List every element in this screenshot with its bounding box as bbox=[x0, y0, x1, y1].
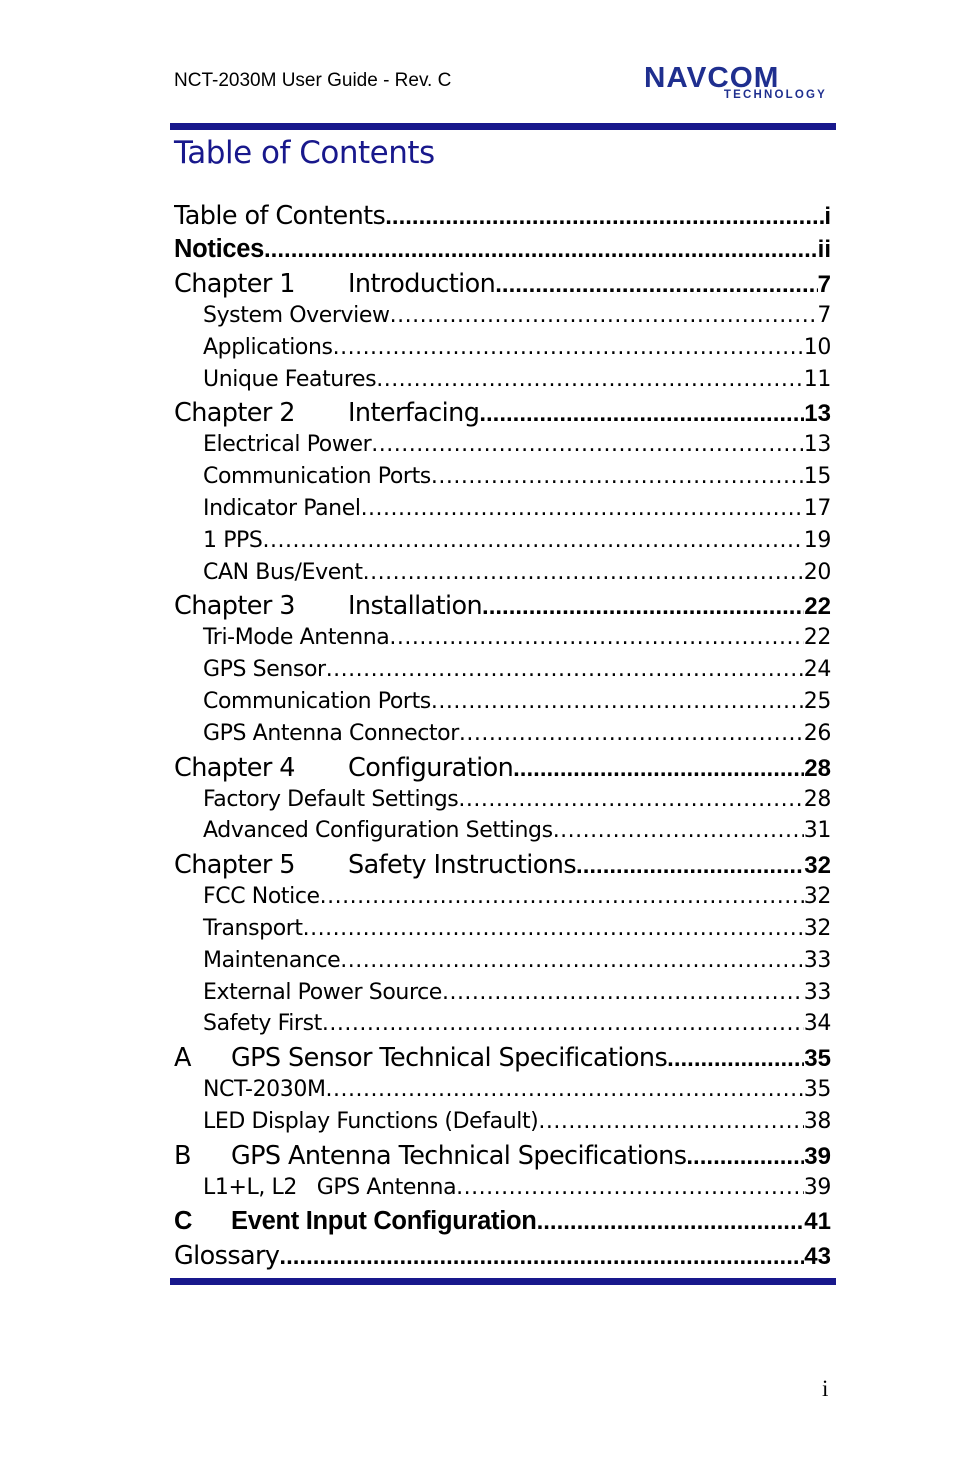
toc-entry-label bbox=[174, 1207, 537, 1236]
logo-subtitle: TECHNOLOGY bbox=[723, 89, 827, 101]
toc-section-entry[interactable] bbox=[174, 528, 831, 560]
toc-section-entry[interactable] bbox=[174, 787, 831, 819]
toc-entry-title: Advanced Configuration Settings bbox=[203, 818, 553, 844]
dot-leader bbox=[363, 560, 804, 585]
toc-entry-title: Communication Ports bbox=[203, 688, 431, 714]
logo-wordmark: NAVCOM bbox=[644, 62, 780, 94]
toc-section-entry[interactable] bbox=[174, 560, 831, 592]
toc-page-number: 32 bbox=[803, 884, 831, 910]
toc-page-number: 35 bbox=[803, 1077, 831, 1103]
dot-leader bbox=[458, 787, 803, 812]
toc-entry-label bbox=[203, 1109, 538, 1134]
dot-leader bbox=[576, 852, 804, 880]
dot-leader bbox=[333, 335, 804, 360]
toc-page-number: i bbox=[824, 203, 831, 230]
toc-entry-title: Unique Features bbox=[203, 366, 377, 392]
dot-leader bbox=[686, 1143, 804, 1171]
toc-section-entry[interactable] bbox=[174, 303, 831, 335]
toc-section-entry[interactable] bbox=[174, 657, 831, 689]
page-title: Table of Contents bbox=[174, 135, 435, 171]
dot-leader bbox=[553, 818, 804, 843]
dot-leader bbox=[456, 1175, 804, 1200]
toc-section-entry[interactable] bbox=[174, 721, 831, 753]
toc-entry-title: Installation bbox=[348, 591, 483, 622]
toc-chapter-entry[interactable] bbox=[174, 235, 831, 269]
toc-entry-label bbox=[174, 753, 513, 783]
dot-leader bbox=[361, 496, 804, 521]
toc-section-entry[interactable] bbox=[174, 496, 831, 528]
toc-entry-title: 1 PPS bbox=[203, 527, 263, 553]
top-rule bbox=[170, 123, 836, 130]
toc-chapter-entry[interactable] bbox=[174, 1207, 831, 1241]
toc-page-number: 10 bbox=[803, 334, 831, 360]
toc-section-entry[interactable] bbox=[174, 432, 831, 464]
toc-section-entry[interactable] bbox=[174, 1175, 831, 1207]
toc-entry-label bbox=[203, 464, 431, 489]
toc-entry-title: Factory Default Settings bbox=[203, 786, 459, 812]
toc-entry-number: B bbox=[174, 1140, 191, 1171]
toc-entry-label bbox=[174, 1043, 667, 1073]
toc-section-entry[interactable] bbox=[174, 464, 831, 496]
toc-page-number: 35 bbox=[804, 1045, 831, 1073]
navcom-logo bbox=[644, 62, 829, 101]
toc-chapter-entry[interactable] bbox=[174, 753, 831, 787]
toc-page-number: 19 bbox=[803, 527, 831, 553]
toc-entry-title: Introduction bbox=[348, 269, 496, 299]
toc-section-entry[interactable] bbox=[174, 916, 831, 948]
toc-page-number: 33 bbox=[803, 947, 831, 973]
toc-page-number: 22 bbox=[804, 593, 831, 621]
dot-leader bbox=[537, 1208, 805, 1236]
toc-entry-label bbox=[203, 818, 553, 843]
toc-section-entry[interactable] bbox=[174, 335, 831, 367]
toc-page-number: 13 bbox=[803, 432, 831, 458]
toc-entry-label bbox=[203, 496, 361, 521]
toc-entry-label bbox=[203, 1011, 322, 1036]
toc-entry-title: Maintenance bbox=[203, 947, 341, 973]
toc-page-number: 15 bbox=[803, 464, 831, 490]
dot-leader bbox=[263, 528, 804, 553]
toc-entry-title: Applications bbox=[203, 334, 333, 360]
toc-chapter-entry[interactable] bbox=[174, 591, 831, 625]
toc-entry-title: Event Input Configuration bbox=[231, 1206, 537, 1235]
toc-entry-title: GPS Sensor bbox=[203, 657, 326, 683]
toc-chapter-entry[interactable] bbox=[174, 1043, 831, 1077]
dot-leader bbox=[482, 593, 804, 621]
dot-leader bbox=[479, 400, 804, 428]
toc-chapter-entry[interactable] bbox=[174, 201, 831, 235]
dot-leader bbox=[442, 980, 804, 1005]
toc-entry-title: Configuration bbox=[348, 752, 514, 783]
toc-entry-number: A bbox=[174, 1043, 191, 1074]
toc-entry-label bbox=[203, 916, 303, 941]
toc-chapter-entry[interactable] bbox=[174, 850, 831, 884]
toc-entry-title: Communication Ports bbox=[203, 464, 431, 490]
toc-list bbox=[174, 201, 831, 1275]
toc-entry-label bbox=[203, 689, 431, 714]
dot-leader bbox=[326, 1077, 804, 1102]
toc-chapter-entry[interactable] bbox=[174, 1141, 831, 1175]
toc-entry-title: FCC Notice bbox=[203, 884, 320, 910]
toc-page-number: 39 bbox=[804, 1142, 831, 1170]
toc-section-entry[interactable] bbox=[174, 980, 831, 1012]
toc-entry-label bbox=[203, 884, 320, 909]
bottom-rule bbox=[170, 1278, 836, 1285]
toc-entry-number: Chapter 1 bbox=[174, 269, 295, 299]
toc-entry-label bbox=[203, 528, 263, 553]
toc-entry-title: Indicator Panel bbox=[203, 495, 361, 521]
toc-entry-title: Notices bbox=[174, 235, 265, 263]
toc-page-number: 22 bbox=[803, 625, 831, 651]
toc-entry-title: Electrical Power bbox=[203, 432, 372, 458]
dot-leader bbox=[376, 367, 804, 392]
toc-entry-title: CAN Bus/Event bbox=[203, 559, 363, 585]
toc-entry-title: L1+L, L2 GPS Antenna bbox=[203, 1174, 457, 1200]
toc-page-number: 25 bbox=[803, 688, 831, 714]
toc-chapter-entry[interactable] bbox=[174, 269, 831, 303]
toc-entry-label bbox=[203, 560, 363, 585]
toc-entry-label bbox=[174, 269, 495, 299]
dot-leader bbox=[459, 721, 804, 746]
toc-entry-title: LED Display Functions (Default) bbox=[203, 1108, 539, 1134]
toc-entry-number: Chapter 2 bbox=[174, 398, 295, 429]
toc-entry-label bbox=[203, 303, 390, 328]
toc-entry-label bbox=[203, 721, 459, 746]
toc-page-number: 11 bbox=[803, 366, 831, 392]
toc-entry-title: Safety First bbox=[203, 1011, 322, 1037]
toc-entry-title: GPS Sensor Technical Specifications bbox=[231, 1043, 668, 1074]
page-number: i bbox=[822, 1376, 829, 1401]
toc-page-number: 32 bbox=[804, 852, 831, 880]
toc-entry-label bbox=[174, 398, 479, 428]
toc-section-entry[interactable] bbox=[174, 818, 831, 850]
dot-leader bbox=[303, 916, 804, 941]
toc-entry-label bbox=[203, 657, 326, 682]
toc-entry-title: GPS Antenna Connector bbox=[203, 720, 459, 746]
toc-page-number: 24 bbox=[803, 657, 831, 683]
toc-page-number: 39 bbox=[803, 1174, 831, 1200]
toc-page-number: 31 bbox=[803, 818, 831, 844]
dot-leader bbox=[326, 657, 804, 682]
toc-section-entry[interactable] bbox=[174, 625, 831, 657]
toc-entry-label bbox=[203, 367, 376, 392]
dot-leader bbox=[431, 464, 804, 489]
toc-section-entry[interactable] bbox=[174, 1077, 831, 1109]
toc-entry-label bbox=[203, 787, 458, 812]
dot-leader bbox=[538, 1109, 803, 1134]
toc-entry-label bbox=[174, 235, 264, 264]
toc-entry-number: Chapter 4 bbox=[174, 752, 295, 783]
toc-chapter-entry[interactable] bbox=[174, 1241, 831, 1275]
dot-leader bbox=[320, 884, 804, 909]
toc-entry-title: Safety Instructions bbox=[348, 850, 577, 881]
toc-entry-label bbox=[203, 1175, 456, 1200]
dot-leader bbox=[390, 303, 818, 328]
toc-page-number: 26 bbox=[803, 720, 831, 746]
toc-entry-title: Tri-Mode Antenna bbox=[203, 625, 390, 651]
toc-page-number: 7 bbox=[817, 303, 831, 328]
toc-entry-title: Interfacing bbox=[348, 398, 480, 429]
dot-leader bbox=[385, 203, 824, 231]
toc-entry-label bbox=[174, 201, 385, 231]
toc-entry-number: Chapter 3 bbox=[174, 591, 295, 622]
dot-leader bbox=[431, 689, 804, 714]
dot-leader bbox=[513, 755, 804, 783]
toc-page-number: 33 bbox=[803, 979, 831, 1005]
toc-page-number: 13 bbox=[804, 400, 831, 428]
toc-section-entry[interactable] bbox=[174, 367, 831, 399]
toc-page-number: 20 bbox=[803, 559, 831, 585]
toc-page-number: 17 bbox=[803, 495, 831, 521]
toc-page-number: 43 bbox=[804, 1242, 831, 1270]
toc-entry-title: Transport bbox=[203, 915, 303, 941]
dot-leader bbox=[495, 271, 817, 299]
toc-page-number: 41 bbox=[804, 1207, 831, 1235]
toc-entry-label bbox=[203, 1077, 326, 1102]
dot-leader bbox=[389, 625, 803, 650]
toc-entry-number: C bbox=[174, 1206, 193, 1235]
toc-chapter-entry[interactable] bbox=[174, 398, 831, 432]
toc-page-number: 32 bbox=[803, 915, 831, 941]
toc-page-number: 7 bbox=[817, 271, 831, 298]
toc-entry-number: Chapter 5 bbox=[174, 850, 295, 881]
toc-entry-label bbox=[203, 432, 371, 457]
toc-entry-title: External Power Source bbox=[203, 979, 442, 1005]
toc-section-entry[interactable] bbox=[174, 689, 831, 721]
toc-page-number: 34 bbox=[803, 1011, 831, 1037]
toc-entry-label bbox=[203, 980, 442, 1005]
toc-section-entry[interactable] bbox=[174, 1011, 831, 1043]
toc-entry-title: Glossary bbox=[174, 1240, 280, 1271]
toc-page-number: 28 bbox=[804, 754, 831, 782]
toc-entry-label bbox=[174, 1141, 686, 1171]
dot-leader bbox=[322, 1011, 804, 1036]
dot-leader bbox=[279, 1243, 804, 1271]
dot-leader bbox=[667, 1045, 804, 1073]
toc-entry-label bbox=[203, 625, 389, 650]
toc-entry-label bbox=[174, 850, 576, 880]
toc-section-entry[interactable] bbox=[174, 1109, 831, 1141]
toc-entry-label bbox=[174, 1241, 279, 1271]
toc-entry-title: Table of Contents bbox=[174, 201, 386, 231]
toc-entry-label bbox=[203, 948, 340, 973]
dot-leader bbox=[340, 948, 804, 973]
toc-entry-label bbox=[174, 591, 482, 621]
dot-leader bbox=[371, 432, 804, 457]
document-header-title: NCT-2030M User Guide - Rev. C bbox=[174, 70, 452, 91]
toc-section-entry[interactable] bbox=[174, 948, 831, 980]
toc-page-number: 38 bbox=[803, 1108, 831, 1134]
toc-entry-title: GPS Antenna Technical Specifications bbox=[231, 1140, 687, 1171]
toc-section-entry[interactable] bbox=[174, 884, 831, 916]
toc-page-number: 28 bbox=[803, 786, 831, 812]
toc-entry-title: NCT-2030M bbox=[203, 1077, 326, 1103]
dot-leader bbox=[264, 236, 818, 264]
toc-entry-title: System Overview bbox=[203, 303, 390, 328]
toc-page-number: ii bbox=[817, 236, 831, 263]
toc-entry-label bbox=[203, 335, 333, 360]
